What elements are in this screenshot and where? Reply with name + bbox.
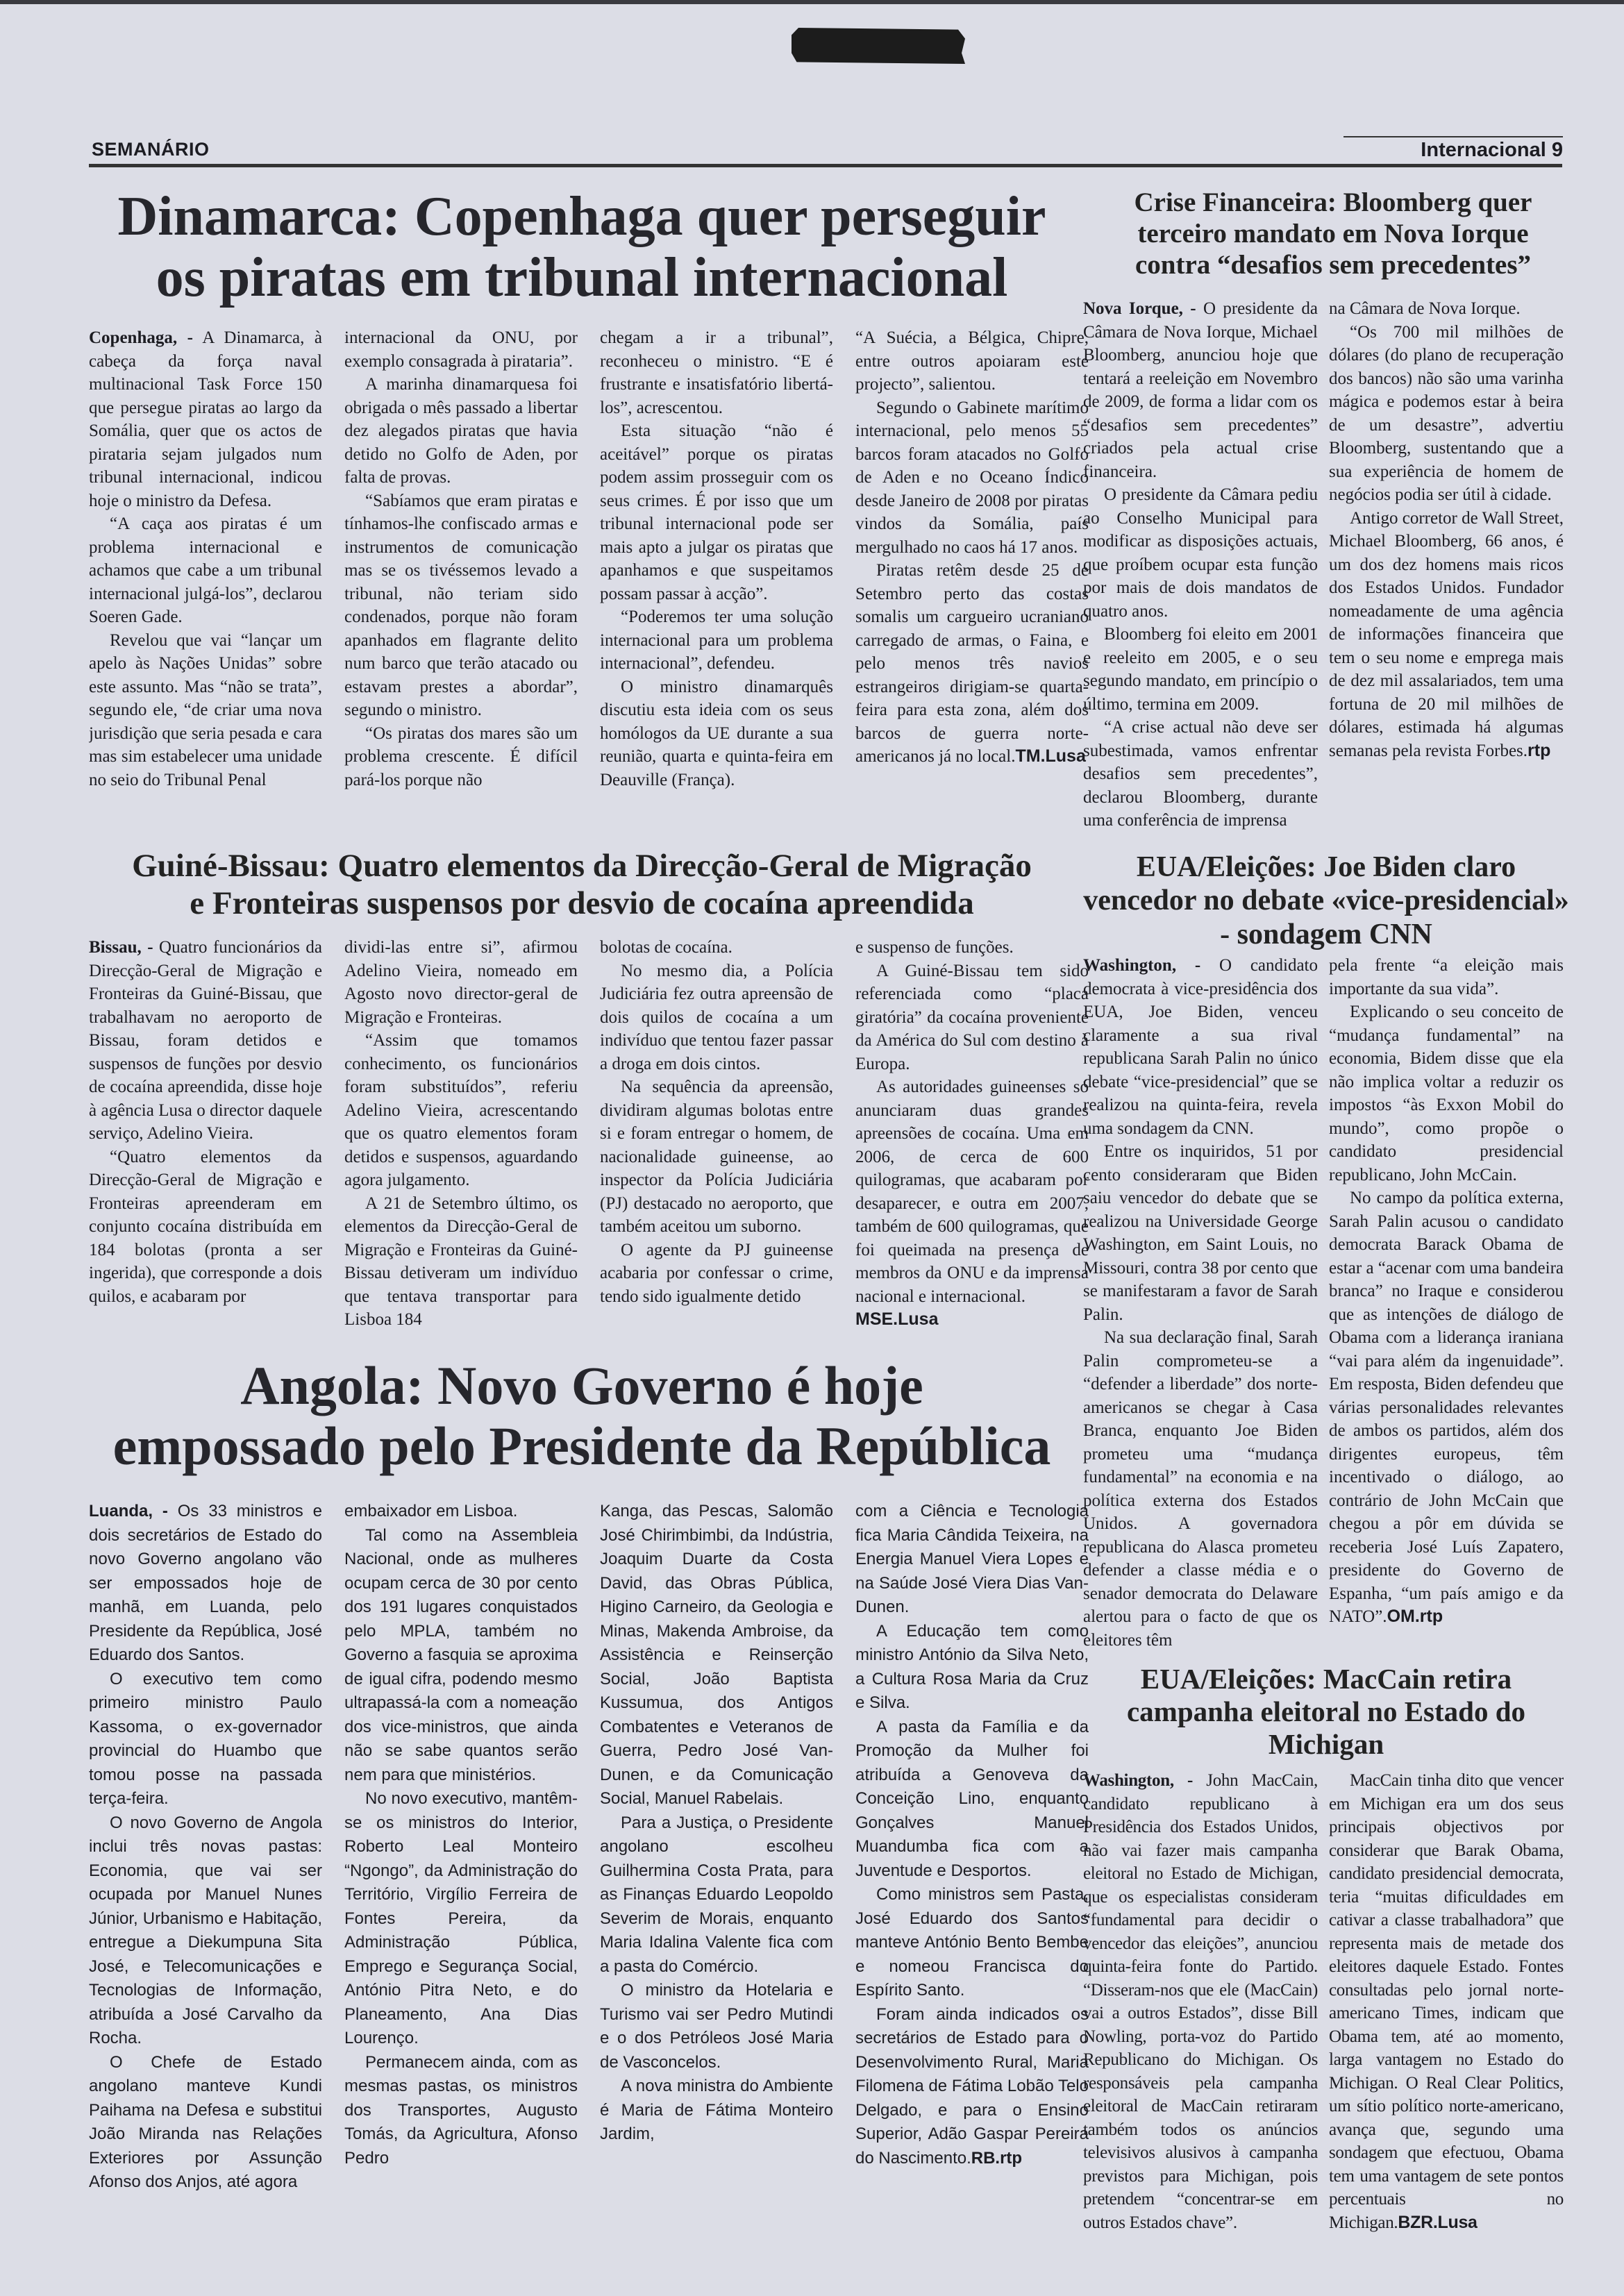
paragraph: “Os piratas dos mares são um problema crescente. É difícil pará-los porque não [344,723,578,789]
headline-line: Guiné-Bissau: Quatro elementos da Direcção-Geral de Migração [132,848,1032,884]
paragraph: Esta situação “não é aceitável” porque os piratas podem assim prosseguir com os seus crimes. É por isso que um tribunal internacional pode ser mais apto a julgar os piratas que apanhamos e que suspeitamos possam passar à acção”. [600,421,833,603]
paragraph: O ministro dinamarquês discutiu esta ideia com os seus homólogos da UE durante a sua reunião, quarta e quinta-feira em Deauville (França). [600,677,833,789]
paragraph: O agente da PJ guineense acabaria por confessar o crime, tendo sido igualmente detido [600,1240,833,1306]
paragraph: “Sabíamos que eram piratas e tínhamos-lhe confiscado armas e instrumentos de comunicação mas se os tivéssemos levado a tribunal, não teriam sido condenados, porque não foram apanhados em flagrante delito num barco que terão atacado ou estavam prestes a abordar”, segundo o ministro. [344,491,578,719]
article-column [89,1500,322,2243]
article-angola [89,1500,1089,2243]
page-header-right [1421,139,1563,162]
paragraph: A Guiné-Bissau tem sido referenciada como “placa giratória” da cocaína proveniente da América do Sul com destino à Europa. [855,961,1089,1073]
author-sign: BZR.Lusa [1398,2212,1477,2232]
article-column [600,326,833,840]
article-dinamarca [89,326,1089,840]
article-column [1329,1769,1564,2241]
article-column [1329,297,1564,846]
section-name: SEMANÁRIO [92,139,210,160]
paragraph: O presidente da Câmara de Nova Iorque, Michael Bloomberg, anunciou hoje que tentará a reeleição em Novembro de 2009, de forma a lidar com os “desafios sem precedentes” criados pela actual crise financeira. [1083,299,1318,481]
paragraph: MacCain tinha dito que vencer em Michigan era um dos seus principais objectivos por considerar que Barak Obama, candidato presidencial democrata, teria “muitas dificuldades em cativar a classe trabalhadora” que representa mais de metade dos eleitores daquele Estado. Fontes consultadas pelo jornal norte-americano Times, indicam que Obama tem, até ao momento, larga vantagem no Estado do Michigan. O Real Clear Politics, um sítio político norte-americano, avança que, segundo uma sondagem que efectuou, Obama tem uma vantagem de sete pontos percentuais no Michigan. [1329,1771,1564,2232]
headline-biden: EUA/Eleições: Joe Biden claro vencedor no debate «vice-presidencial» - sondagem CNN [1083,851,1569,950]
paragraph: “A Suécia, a Bélgica, Chipre, entre outros apoiaram este projecto”, salientou. [855,328,1089,394]
article-column [855,326,1089,840]
paragraph: As autoridades guineenses só anunciaram duas grandes apreensões de cocaína. Uma em 2006, de cerca de 600 quilogramas, que acabaram por desaparecer, e outra em 2007, também de 600 quilogramas, que foi queimada na presença de membros da ONU e da imprensa nacional e internacional. [855,1078,1089,1306]
top-border [0,0,1624,4]
paragraph: Revelou que vai “lançar um apelo às Nações Unidas” sobre este assunto. Mas “não se trata”, segundo ele, “de criar uma nova jurisdição que seria pesada e cara mas sim estabelecer uma unidade no seio do Tribunal Penal [89,630,322,789]
paragraph: “Assim que tomamos conhecimento, os funcionários foram substituídos”, referiu Adelino Vieira, acrescentando que os quatro elementos foram detidos e suspensos, aguardando agora julgamento. [344,1031,578,1189]
paragraph: na Câmara de Nova Iorque. [1329,299,1521,318]
headline-guine [82,847,1082,922]
dateline: Washington, - [1083,1771,1194,1790]
paragraph: No mesmo dia, a Polícia Judiciária fez outra apreensão de dois quilos de cocaína a um indivíduo que tentou fazer passar a droga em dois cintos. [600,961,833,1073]
paragraph: Explicando o seu conceito de “mudança fundamental” na economia, Bidem disse que ela não implica voltar a reduzir os impostos “às Exxon Mobil do mundo”, como propõe o candidato presidencial republicano, John McCain. [1329,1003,1564,1184]
paragraph: O candidato democrata à vice-presidência dos EUA, Joe Biden, venceu claramente a sua rival republicana Sarah Palin no único debate “vice-presidencial” que se realizou na quinta-feira, revela uma sondagem da CNN. [1083,956,1318,1138]
paragraph: Para a Justiça, o Presidente angolano escolheu Guilhermina Costa Prata, para as Finanças Eduardo Leopoldo Severim de Morais, enquanto Maria Idalina Valente fica com a pasta do Comércio. [600,1813,833,1976]
paragraph: Permanecem ainda, com as mesmas pastas, os ministros dos Transportes, Augusto Tomás, da Agricultura, Afonso Pedro [344,2052,578,2168]
paragraph: embaixador em Lisboa. [344,1502,518,1520]
paragraph: O presidente da Câmara pediu ao Conselho Municipal para modificar as disposições actuais, que proíbem ocupar esta função por mais de dois mandatos de quatro anos. [1083,485,1318,621]
paragraph: “Poderemos ter uma solução internacional para um problema internacional”, defendeu. [600,607,833,673]
article-column [1083,954,1318,1662]
article-column [600,936,833,1352]
article-biden [1083,954,1564,1662]
header-rule [89,164,1562,167]
article-column [1083,1769,1318,2241]
article-column [89,936,322,1352]
article-column [1329,954,1564,1662]
article-guine [89,936,1089,1352]
paragraph: “A crise actual não deve ser subestimada, vamos enfrentar desafios sem precedentes”, declarou Bloomberg, durante uma conferência de imprensa [1083,718,1318,830]
headline-line: Dinamarca: Copenhaga quer perseguir [117,186,1046,247]
paragraph: A Dinamarca, à cabeça da força naval multinacional Task Force 150 que persegue piratas ao largo da Somália, quer que os actos de pirataria sejam julgados num tribunal internacional, indicou hoje o ministro da Defesa. [89,328,322,510]
paragraph: John MacCain, candidato republicano à Presidência dos Estados Unidos, não vai fazer mais campanha eleitoral no Estado de Michigan, que os especialistas consideram “fundamental para decidir o vencedor das eleições”, anunciou quinta-feira fonte do Partido. “Disseram-nos que ele (MacCain) vai a outros Estados”, disse Bill Nowling, porta-voz do Partido Republicano do Michigan. Os responsáveis pela campanha eleitoral de MacCain retiraram também todos os anúncios televisivos alusivos à campanha previstos para Michigan, pois pretendem “concentrar-se em outros Estados chave”. [1083,1771,1318,2232]
paragraph: O executivo tem como primeiro ministro Paulo Kassoma, o ex-governador provincial do Huambo que tomou posse na passada terça-feira. [89,1669,322,1808]
paragraph: “A caça aos piratas é um problema internacional e achamos que cabe a um tribunal internacional julgá-los”, declarou Soeren Gade. [89,514,322,626]
dateline: Washington, - [1083,956,1201,975]
headline-line: os piratas em tribunal internacional [156,247,1008,308]
paragraph: bolotas de cocaína. [600,938,733,957]
paragraph: A 21 de Setembro último, os elementos da Direcção-Geral de Migração e Fronteiras da Guiné-Bissau detiveram um indivíduo que tentava transportar para Lisboa 184 [344,1193,578,1329]
paragraph: No novo executivo, mantêm-se os ministros do Interior, Roberto Leal Monteiro “Ngongo”, da Administração do Território, Virgílio Ferreira de Fontes Pereira, da Administração Pública, Emprego e Segurança Social, António Pitra Neto, e do Planeamento, Ana Dias Lourenço. [344,1789,578,2047]
paragraph: A marinha dinamarquesa foi obrigada o mês passado a libertar dez alegados piratas que havia detido no Golfo de Aden, por falta de provas. [344,375,578,487]
paragraph: internacional da ONU, por exemplo consagrada à pirataria”. [344,328,578,371]
paragraph: Bloomberg foi eleito em 2001 e reeleito em 2005, e o seu segundo mandato, em princípio o último, termina em 2009. [1083,625,1318,714]
paragraph: O ministro da Hotelaria e Turismo vai ser Pedro Mutindi e o dos Petróleos José Maria de Vasconcelos. [600,1981,833,2072]
article-column [344,1500,578,2243]
paragraph: A nova ministra do Ambiente é Maria de Fátima Monteiro Jardim, [600,2077,833,2143]
dateline: Copenhaga, - [89,328,193,347]
header-right-rule [1343,136,1563,137]
tape-mark [792,28,965,64]
article-column [855,936,1089,1352]
paragraph: Como ministros sem Pasta, José Eduardo dos Santos manteve António Bento Bembe e nomeou Francisca do Espírito Santo. [855,1885,1089,2000]
paragraph: O Chefe de Estado angolano manteve Kundi Paihama na Defesa e substitui João Miranda nas Relações Exteriores por Assunção Afonso dos Anjos, até agora [89,2052,322,2191]
paragraph: Piratas retêm desde 25 de Setembro perto das costas somalis um cargueiro ucraniano carregado de armas, o Faina, e pelo menos três navios estrangeiros dirigiam-se quarta-feira para esta zona, além dos barcos de guerra norte-americanos já no local. [855,561,1089,766]
paragraph: Na sequência da apreensão, dividiram algumas bolotas entre si e foram entregar o homem, de nacionalidade guineense, ao inspector da Polícia Judiciária (PJ) destacado no aeroporto, que também aceitou um suborno. [600,1078,833,1236]
paragraph: Na sua declaração final, Sarah Palin comprometeu-se a “defender a liberdade” dos norte-americanos se chegar à Casa Branca, enquanto Joe Biden prometeu uma “mudança fundamental” na economia e na política externa dos Estados Unidos. A governadora republicana do Alasca prometeu defender a classe média e o senador democrata do Delaware alertou para o facto de que os eleitores têm [1083,1328,1318,1650]
paragraph: Tal como na Assembleia Nacional, onde as mulheres ocupam cerca de 30 por cento dos 191 lugares conquistados pelo MPLA, também no Governo a fasquia se aproxima de igual cifra, podendo mesmo ultrapassá-la com a nomeação dos vice-ministros, que ainda não se sabe quantos serão nem para que ministérios. [344,1525,578,1784]
paragraph: A pasta da Família e da Promoção da Mulher foi atribuída a Genoveva da Conceição Lino, enquanto Gonçalves Manuel Muandumba fica com a Juventude e Desportos. [855,1717,1089,1880]
headline-dinamarca [89,186,1075,308]
paragraph: Antigo corretor de Wall Street, Michael Bloomberg, 66 anos, é um dos dez homens mais ricos dos Estados Unidos. Fundador nomeadamente de uma agência de informações financeira que tem o seu nome e emprega mais de dez mil assalariados, tem uma fortuna de 20 mil milhões de dólares, estimada há algumas semanas pela revista Forbes. [1329,508,1564,760]
paragraph: com a Ciência e Tecnologia fica Maria Cândida Teixeira, na Energia Manuel Viera Lopes e na Saúde José Viera Dias Van-Dunen. [855,1502,1089,1616]
author-sign: RB.rtp [971,2148,1023,2168]
article-column [89,326,322,840]
paragraph: pela frente “a eleição mais importante da sua vida”. [1329,956,1564,998]
article-column [344,326,578,840]
article-column [1083,297,1318,846]
author-sign: OM.rtp [1387,1607,1443,1626]
section-label: Internacional [1421,139,1546,161]
author-sign: rtp [1527,740,1551,760]
paragraph: Segundo o Gabinete marítimo internacional, pelo menos 55 barcos foram atacados no Golfo de Aden e no Oceano Índico desde Janeiro de 2008 por piratas vindos da Somália, país mergulhado no caos há 17 anos. [855,398,1089,557]
headline-line: e Fronteiras suspensos por desvio de cocaína apreendida [190,885,974,922]
article-maccain [1083,1769,1564,2241]
paragraph: Quatro funcionários da Direcção-Geral de Migração e Fronteiras da Guiné-Bissau, que trabalhavam no aeroporto de Bissau, foram detidos e suspensos de funções por desvio de cocaína apreendida, disse hoje à agência Lusa o director daquele serviço, Adelino Vieira. [89,938,322,1143]
article-column [344,936,578,1352]
author-sign: MSE.Lusa [855,1309,939,1329]
paragraph: Entre os inquiridos, 51 por cento consideraram que Biden saiu vencedor do debate que se realizou na Universidade George Washington, em Saint Louis, no Missouri, contra 38 por cento que se manifestaram a favor de Sarah Palin. [1083,1142,1318,1324]
paragraph: O novo Governo de Angola inclui três novas pastas: Economia, que vai ser ocupada por Manuel Nunes Júnior, Urbanismo e Habitação, entregue a Diekumpuna Sita José, e Telecomunicações e Tecnologias de Informação, atribuída a José Carvalho da Rocha. [89,1813,322,2047]
headline-line: Angola: Novo Governo é hoje [240,1355,923,1416]
paragraph: chegam a ir a tribunal”, reconheceu o ministro. “E é frustrante e insatisfatório libertá-los”, acrescentou. [600,328,833,417]
headline-maccain: EUA/Eleições: MacCain retira campanha eleitoral no Estado do Michigan [1126,1663,1526,1761]
headline-angola [82,1355,1082,1477]
paragraph: Kanga, das Pescas, Salomão José Chirimbimbi, da Indústria, Joaquim Duarte da Costa David, das Obras Pública, Higino Carneiro, da Geologia e Minas, Makenda Ambroise, da Assistência e Reinserção Social, João Baptista Kussumua, dos Antigos Combatentes e Veteranos de Guerra, Pedro José Van-Dunen, e da Comunicação Social, Manuel Rabelais. [600,1502,833,1808]
page-number: 9 [1551,139,1563,161]
paragraph: A Educação tem como ministro António da Silva Neto, a Cultura Rosa Maria da Cruz e Silva. [855,1621,1089,1712]
headline-bloomberg: Crise Financeira: Bloomberg quer terceiro mandato em Nova Iorque contra “desafios sem precedentes” [1134,187,1532,280]
paragraph: Os 33 ministros e dois secretários de Estado do novo Governo angolano vão ser empossados hoje de manhã, em Luanda, pelo Presidente da República, José Eduardo dos Santos. [89,1502,322,1664]
paragraph: dividi-las entre si”, afirmou Adelino Vieira, nomeado em Agosto novo director-geral de Migração e Fronteiras. [344,938,578,1027]
paragraph: “Os 700 mil milhões de dólares (do plano de recuperação dos bancos) não são uma varinha mágica e podemos estar à beira de um desastre”, advertiu Bloomberg, sustentando que a sua experiência de homem de negócios podia ser útil à cidade. [1329,322,1564,504]
author-sign: TM.Lusa [1015,746,1086,766]
paragraph: e suspenso de funções. [855,938,1014,957]
article-column [600,1500,833,2243]
article-bloomberg [1083,297,1564,846]
paragraph: Foram ainda indicados os secretários de Estado para o Desenvolvimento Rural, Maria Filomena de Fátima Lobão Telo Delgado, e para o Ensino Superior, Adão Gaspar Pereira do Nascimento. [855,2004,1089,2168]
dateline: Bissau, - [89,938,153,957]
paragraph: “Quatro elementos da Direcção-Geral de Migração e Fronteiras apreenderam em conjunto cocaína distribuída em 184 bolotas (pronta a ser ingerida), que corresponde a dois quilos, e acabaram por [89,1147,322,1306]
article-column [855,1500,1089,2243]
dateline: Luanda, - [89,1502,168,1520]
dateline: Nova Iorque, - [1083,299,1196,318]
paragraph: No campo da política externa, Sarah Palin acusou o candidato democrata Barack Obama de estar a “acenar com uma bandeira branca” no Iraque e considerou que as intenções de diálogo de Obama com a liderança iraniana “vai para além da ingenuidade”. Em resposta, Biden defendeu que várias personalidades relevantes de ambos os partidos, além dos dirigentes europeus, têm incentivado o diálogo, ao contrário de John McCain que chegou a pôr em dúvida se receberia José Luís Zapatero, presidente do Governo de Espanha, “um país amigo e da NATO”. [1329,1189,1564,1626]
headline-line: empossado pelo Presidente da República [112,1416,1051,1477]
